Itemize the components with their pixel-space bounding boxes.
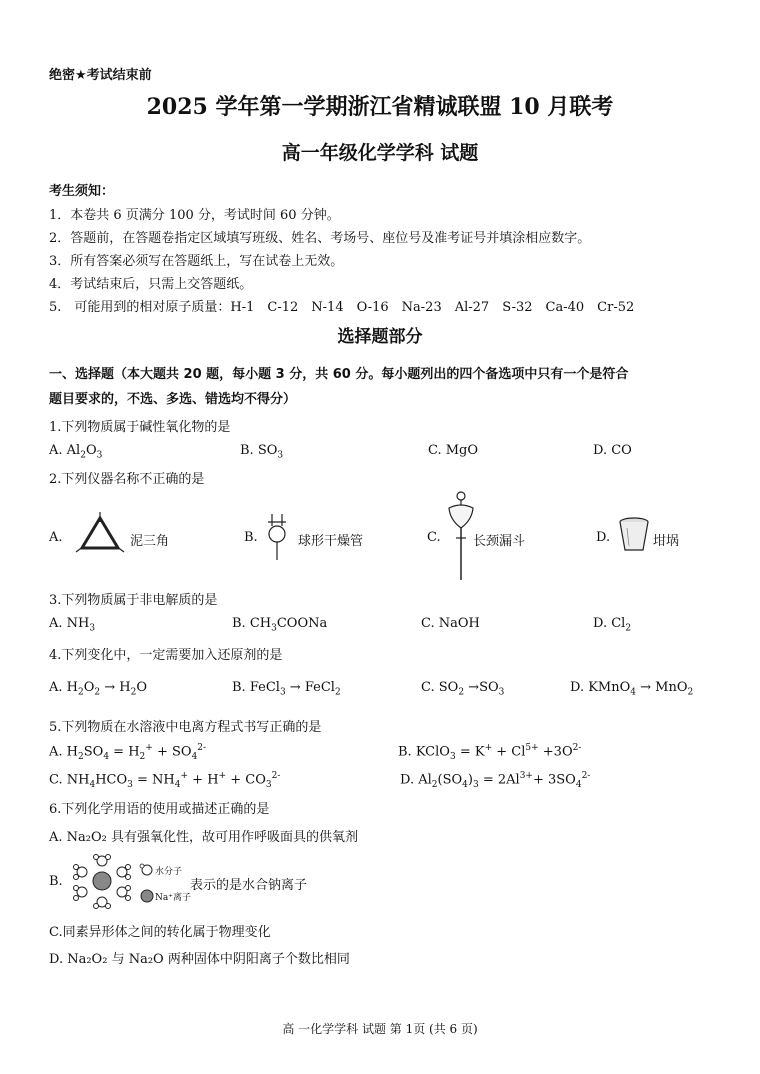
question-2-stem: 2.下列仪器名称不正确的是 [49, 472, 205, 487]
hydrated-sodium-ion-diagram [66, 852, 138, 910]
notice-title: 考生须知： [49, 184, 115, 199]
q6-option-d: D. Na₂O₂ 与 Na₂O 两种固体中阴阳离子个数比相同 [49, 952, 350, 967]
q3-option-a: A. $NH_3$ [49, 616, 96, 634]
separatory-funnel-icon [446, 490, 476, 582]
q2-option-c-label: C. [427, 530, 441, 545]
clay-triangle-icon [74, 512, 126, 556]
q2-option-b-text: 球形干燥管 [298, 534, 364, 549]
question-6-stem: 6.下列化学用语的使用或描述正确的是 [49, 802, 270, 817]
q5-option-c: C. $NH_4HCO_3 = NH_4^+ + H^+ + CO_3^{2-}$ [49, 771, 281, 790]
legend-icons [139, 862, 155, 906]
section-title: 选择题部分 [337, 327, 423, 347]
q3-option-c: C. NaOH [421, 616, 480, 631]
question-4-stem: 4.下列变化中，一定需要加入还原剂的是 [49, 648, 283, 663]
q2-option-c-text: 长颈漏斗 [473, 534, 526, 549]
notice-item: 5. 可能用到的相对原子质量：H-1 C-12 N-14 O-16 Na-23 Al-27 S-32 Ca-40 Cr-52 [49, 300, 635, 315]
part-instructions: 一、选择题（本大题共 20 题，每小题 3 分，共 60 分。每小题列出的四个备选项中只有一个是符合 [49, 367, 629, 382]
part-instructions: 题目要求的，不选、多选、错选均不得分） [49, 392, 297, 407]
q2-option-b-label: B. [244, 530, 258, 545]
q5-option-a: A. $H_2SO_4 = H_2^+ + SO_4^{2-}$ [49, 743, 207, 762]
q3-option-d: D. $Cl_2$ [593, 616, 632, 634]
notice-item: 4．考试结束后，只需上交答题纸。 [49, 277, 253, 292]
q2-option-a-label: A. [49, 530, 63, 545]
q1-option-a: A. $Al_2O_3$ [49, 443, 103, 461]
q4-option-d: D. KMnO$_4$ → MnO$_2$ [570, 680, 694, 698]
q5-option-d: D. $Al_2(SO_4)_3 = 2Al^{3+}+ 3SO_4^{2-}$ [400, 771, 591, 790]
q2-option-d-label: D. [596, 530, 611, 545]
confidential-mark: 绝密★考试结束前 [49, 68, 152, 83]
q6-option-a: A. Na₂O₂ 具有强氧化性，故可用作呼吸面具的供氧剂 [49, 830, 358, 845]
notice-item: 1．本卷共 6 页满分 100 分，考试时间 60 分钟。 [49, 208, 340, 223]
question-1-stem: 1.下列物质属于碱性氧化物的是 [49, 420, 231, 435]
exam-subtitle: 高一年级化学学科 试题 [281, 142, 479, 164]
notice-item: 3．所有答案必须写在答题纸上，写在试卷上无效。 [49, 254, 344, 269]
legend-sodium-ion: Na⁺离子 [155, 893, 191, 903]
q2-option-d-text: 坩埚 [653, 534, 680, 549]
q6-option-c: C.同素异形体之间的转化属于物理变化 [49, 925, 271, 940]
q1-option-c: C. MgO [428, 443, 479, 458]
q1-option-d: D. CO [593, 443, 632, 458]
drying-tube-icon [262, 510, 292, 562]
question-5-stem: 5.下列物质在水溶液中电离方程式书写正确的是 [49, 720, 322, 735]
exam-title: 2025 学年第一学期浙江省精诚联盟 10 月联考 [146, 94, 614, 120]
crucible-icon [617, 516, 651, 554]
q5-option-b: B. KClO$_3$ = $K^+ + Cl^{5+} +3O^{2-}$ [398, 743, 582, 762]
q4-option-c: C. $SO_2 \to SO_3$ [421, 680, 505, 698]
q6-option-b-text: 表示的是水合钠离子 [190, 878, 308, 893]
question-3-stem: 3.下列物质属于非电解质的是 [49, 593, 218, 608]
notice-item: 2．答题前，在答题卷指定区域填写班级、姓名、考场号、座位号及准考证号并填涂相应数字。 [49, 231, 591, 246]
q4-option-a: A. $H_2O_2 \to H_2O$ [49, 680, 148, 698]
q6-option-b-label: B. [49, 874, 63, 889]
legend-water-molecule: 水分子 [155, 867, 183, 877]
q3-option-b: B. $CH_3COONa$ [232, 616, 328, 634]
page-footer: 高 一化学学科 试题 第 1页 (共 6 页) [282, 1022, 478, 1036]
q4-option-b: B. FeCl$_3$ → FeCl$_2$ [232, 680, 341, 698]
q1-option-b: B. $SO_3$ [240, 443, 284, 461]
q2-option-a-text: 泥三角 [130, 534, 170, 549]
